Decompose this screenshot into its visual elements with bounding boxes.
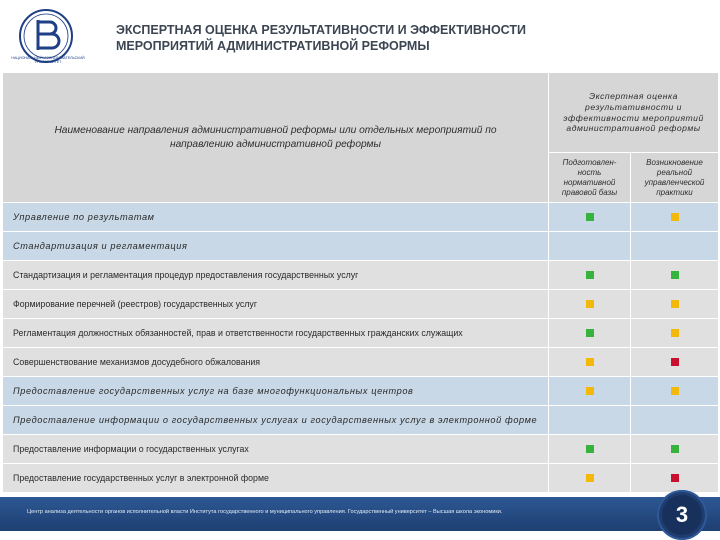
row-label: Совершенствование механизмов досудебного обжалования [3,348,549,377]
rating-yellow-indicator [671,213,679,221]
rating-cell [631,290,719,319]
rating-yellow-indicator [586,300,594,308]
row-label: Стандартизация и регламентация [3,232,549,261]
rating-cell [549,348,631,377]
header-direction-name: Наименование направления административной реформы или отдельных мероприятий по направлению административной реформы [3,73,549,203]
row-label: Стандартизация и регламентация процедур предоставления государственных услуг [3,261,549,290]
row-label: Предоставление информации о государственных услугах и государственных услуг в электронной форме [3,406,549,435]
header-expert-assessment: Экспертная оценка результативности и эффективности мероприятий административной реформы [549,73,719,153]
rating-yellow-indicator [671,387,679,395]
header-regulatory-base: Подготовлен-ность нормативной правовой базы [549,153,631,203]
page-number: 3 [662,495,702,535]
rating-yellow-indicator [586,358,594,366]
rating-cell [549,377,631,406]
rating-yellow-indicator [586,387,594,395]
logo-caption: НАЦИОНАЛЬНЫЙ ИССЛЕДОВАТЕЛЬСКИЙ УНИВЕРСИТЕТ [11,56,85,64]
title-line-1: ЭКСПЕРТНАЯ ОЦЕНКА РЕЗУЛЬТАТИВНОСТИ И ЭФФЕКТИВНОСТИ [116,23,527,37]
rating-cell [549,319,631,348]
rating-cell [549,406,631,435]
rating-cell [631,232,719,261]
page-number-badge [657,490,707,540]
rating-green-indicator [586,271,594,279]
row-label: Предоставление информации о государственных услугах [3,435,549,464]
rating-cell [549,203,631,232]
row-label: Управление по результатам [3,203,549,232]
rating-green-indicator [671,445,679,453]
rating-green-indicator [671,271,679,279]
rating-red-indicator [671,358,679,366]
rating-cell [549,290,631,319]
rating-cell [631,348,719,377]
rating-red-indicator [671,474,679,482]
rating-cell [631,203,719,232]
assessment-table [2,72,719,493]
row-label: Предоставление государственных услуг в электронной форме [3,464,549,493]
footer-text: Центр анализа деятельности органов исполнительной власти Института государственного и муниципального управления. Государственный университет – Высшая школа экономики. [27,509,503,515]
header-management-practice: Возникновение реальной управленческой практики [631,153,719,203]
rating-cell [549,464,631,493]
row-label: Регламентация должностных обязанностей, прав и ответственности государственных гражданских служащих [3,319,549,348]
row-label: Формирование перечней (реестров) государственных услуг [3,290,549,319]
rating-cell [631,435,719,464]
rating-yellow-indicator [586,474,594,482]
title-line-2: МЕРОПРИЯТИЙ АДМИНИСТРАТИВНОЙ РЕФОРМЫ [116,39,430,53]
rating-yellow-indicator [671,300,679,308]
rating-cell [549,435,631,464]
rating-green-indicator [586,445,594,453]
rating-cell [549,232,631,261]
page-title [116,22,676,54]
rating-yellow-indicator [671,329,679,337]
rating-cell [631,406,719,435]
header [0,0,720,72]
rating-cell [631,377,719,406]
rating-cell [631,464,719,493]
rating-cell [631,261,719,290]
rating-cell [631,319,719,348]
rating-green-indicator [586,213,594,221]
rating-cell [549,261,631,290]
rating-green-indicator [586,329,594,337]
row-label: Предоставление государственных услуг на базе многофункциональных центров [3,377,549,406]
